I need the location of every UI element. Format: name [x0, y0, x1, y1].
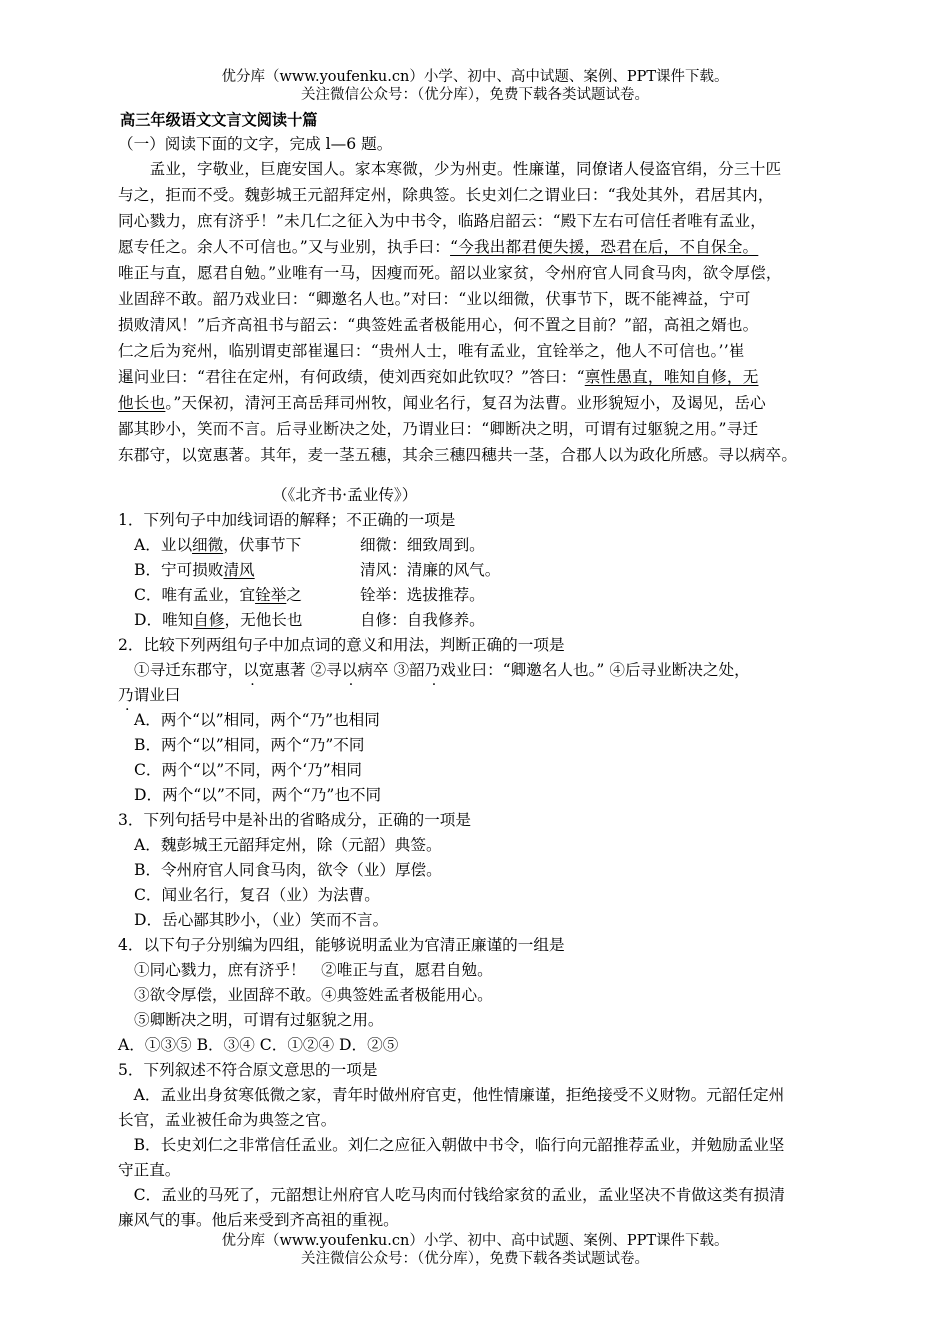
q5-option-a-line-2: 长官，孟业被任命为典签之官。 — [118, 1111, 337, 1129]
q2-option-b: B．两个“以”相同，两个“乃”不同 — [134, 736, 365, 754]
option-text: ，伏事节下 — [223, 536, 302, 554]
q5-stem: 5．下列叙述不符合原文意思的一项是 — [118, 1061, 378, 1079]
sentence-text: ①寻迁东郡守， — [134, 661, 244, 679]
option-text: C．唯有孟业，宜 — [134, 586, 256, 604]
underlined-sentence-1: “今我出都君便失援，恐君在后，不自保全。 — [450, 238, 759, 256]
q1-option-d — [134, 610, 302, 630]
passage-line — [118, 367, 758, 387]
q2-option-c: C．两个“以”不同，两个‘乃”相同 — [134, 761, 362, 779]
q3-stem: 3．下列句括号中是补出的省略成分，正确的一项是 — [118, 811, 471, 829]
footer-line-1: 优分库（www.youfenku.cn）小学、初中、高中试题、案例、PPT课件下载。 — [221, 1233, 729, 1249]
q1-option-b-explanation: 清风：清廉的风气。 — [360, 561, 501, 579]
underlined-word: 清风 — [223, 561, 255, 579]
q1-option-a — [134, 535, 301, 555]
section-heading: （一）阅读下面的文字，完成 l—6 题。 — [118, 135, 393, 153]
q1-stem: 1．下列句子中加线词语的解释；不正确的一项是 — [118, 511, 456, 529]
header-line-2: 关注微信公众号：（优分库），免费下载各类试题试卷。 — [301, 87, 649, 103]
dotted-word: 乃 — [424, 661, 441, 679]
q1-option-d-explanation: 自修：自我修养。 — [360, 611, 485, 629]
sentence-text: 宽惠著 ②寻 — [258, 661, 342, 679]
q5-option-b-line-1: B．长史刘仁之非常信任孟业。刘仁之应征入朝做中书令，临行向元韶推荐孟业，并勉励孟业坚 — [118, 1136, 785, 1154]
q3-option-a: A．魏彭城王元韶拜定州，除（元韶）典签。 — [134, 836, 442, 854]
underlined-word: 自修 — [193, 611, 225, 629]
q1-option-c — [134, 585, 302, 605]
q2-sentences-line-1 — [134, 660, 750, 680]
dotted-word: 以 — [243, 661, 259, 679]
source-citation: （《北齐书·孟业传》） — [272, 486, 418, 504]
underlined-word: 铨举 — [255, 586, 287, 604]
option-text: ，无他长也 — [224, 611, 303, 629]
passage-line: 鄙其眇小，笑而不言。后寻业断决之处，乃谓业曰：“卿断决之明，可谓有过躯貌之用。”寻迁 — [118, 420, 759, 438]
q4-options: A．①③⑤ B．③④ C．①②④ D．②⑤ — [118, 1036, 399, 1054]
q5-option-c-line-1: C．孟业的马死了，元韶想让州府官人吃马肉而付钱给家贫的孟业，孟业坚决不肯做这类有损清 — [118, 1186, 785, 1204]
footer-line-2: 关注微信公众号：（优分库），免费下载各类试题试卷。 — [301, 1251, 649, 1267]
underlined-word: 细微 — [192, 536, 224, 554]
q5-option-c-line-2: 廉风气的事。他后来受到齐高祖的重视。 — [118, 1211, 399, 1229]
header-line-1: 优分库（www.youfenku.cn）小学、初中、高中试题、案例、PPT课件下载。 — [221, 69, 729, 85]
q3-option-b: B．令州府官人同食马肉，欲令（业）厚偿。 — [134, 861, 442, 879]
passage-line: 东郡守，以宽惠著。其年，麦一茎五穗，其余三穗四穗共一茎，合郡人以为政化所感。寻以病卒。 — [118, 446, 798, 464]
passage-text: 暹问业曰：“君往在定州，有何政绩，使刘西兖如此钦叹？”答曰：“ — [118, 368, 585, 386]
passage-line — [118, 393, 766, 413]
passage-line — [118, 237, 758, 257]
passage-line: 孟业，字敬业，巨鹿安国人。家本寒微，少为州吏。性廉谨，同僚诸人侵盗官绢，分三十匹 — [118, 160, 782, 178]
q1-option-b — [134, 560, 255, 580]
q4-stem: 4．以下句子分别编为四组，能够说明孟业为官清正廉谨的一组是 — [118, 936, 565, 954]
option-text: B．宁可损败 — [134, 561, 224, 579]
q1-option-c-explanation: 铨举：选拔推荐。 — [360, 586, 485, 604]
q5-option-b-line-2: 守正直。 — [118, 1161, 181, 1179]
option-text: A．业以 — [134, 536, 193, 554]
q3-option-c: C．闻业名行，复召（业）为法曹。 — [134, 886, 380, 904]
passage-line: 同心戮力，庶有济乎！”未几仁之征入为中书令，临路启韶云：“殿下左右可信任者唯有孟业， — [118, 212, 767, 230]
q4-sentences-row-1: ①同心戮力，庶有济乎！ ②唯正与直，愿君自勉。 — [134, 961, 493, 979]
dotted-word: 以 — [341, 661, 358, 679]
q2-sentences-line-2 — [118, 685, 180, 705]
passage-line: 损败清风！”后齐高祖书与韶云：“典签姓孟者极能用心，何不置之目前？”韶，高祖之婿也。 — [118, 316, 759, 334]
q2-option-d: D．两个“以”不同，两个“乃”也不同 — [134, 786, 382, 804]
passage-line: 仁之后为兖州，临别谓吏部崔暹曰：“贵州人士，唯有孟业，宜铨举之，他人不可信也。’’崔 — [118, 342, 745, 360]
q5-option-a-line-1: A．孟业出身贫寒低微之家，青年时做州府官吏，他性情廉谨，拒绝接受不义财物。元韶任定州 — [118, 1086, 785, 1104]
q1-option-a-explanation: 细微：细致周到。 — [360, 536, 485, 554]
passage-text: 。”天保初，清河王高岳拜司州牧，闻业名行，复召为法曹。业形貌短小，及谒见，岳心 — [165, 394, 766, 412]
option-text: D．唯知 — [134, 611, 194, 629]
option-text: 之 — [286, 586, 302, 604]
passage-line: 唯正与直，愿君自勉。”业唯有一马，因瘦而死。韶以业家贫，令州府官人同食马肉，欲令厚偿， — [118, 264, 782, 282]
q4-sentences-row-2: ③欲令厚偿，业固辞不敢。④典签姓孟者极能用心。 — [134, 986, 493, 1004]
q3-option-d: D．岳心鄙其眇小，（业）笑而不言。 — [134, 911, 389, 929]
passage-line: 与之，拒而不受。魏彭城王元韶拜定州，除典签。长史刘仁之谓业曰：“我处其外，君居其内， — [118, 186, 774, 204]
q4-sentences-row-3: ⑤卿断决之明，可谓有过躯貌之用。 — [134, 1011, 384, 1029]
sentence-text: 谓业曰 — [133, 686, 181, 704]
underlined-sentence-2-end: 他长也 — [118, 394, 166, 412]
passage-text: 愿专任之。余人不可信也。”又与业别，执手曰： — [118, 238, 451, 256]
q2-stem: 2．比较下列两组句子中加点词的意义和用法，判断正确的一项是 — [118, 636, 565, 654]
sentence-text: 戏业曰：“卿邀名人也。” ④后寻业断决之处， — [440, 661, 750, 679]
doc-title: 高三年级语文文言文阅读十篇 — [120, 111, 318, 129]
passage-line: 业固辞不敢。韶乃戏业曰：“卿邀名人也。”对曰：“业以细微，伏事节下，既不能裨益，宁可 — [118, 290, 751, 308]
dotted-word: 乃 — [118, 686, 134, 704]
underlined-sentence-2: 禀性愚直，唯知自修，无 — [584, 368, 759, 386]
sentence-text: 病卒 ③韶 — [357, 661, 425, 679]
q2-option-a: A．两个“以”相同，两个“乃”也相同 — [134, 711, 380, 729]
